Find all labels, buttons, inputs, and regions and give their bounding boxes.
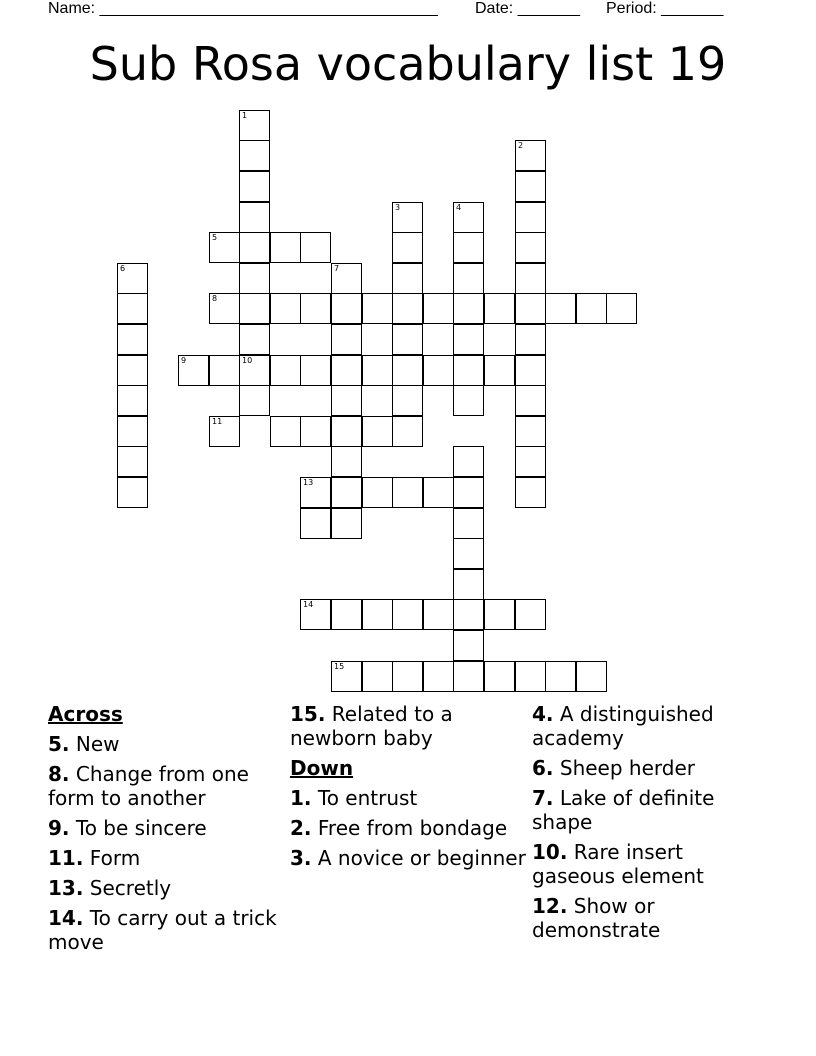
grid-cell[interactable] xyxy=(515,416,546,447)
grid-cell[interactable] xyxy=(331,385,362,416)
clue-across-5: 5. New xyxy=(48,732,120,756)
page-title: Sub Rosa vocabulary list 19 xyxy=(89,37,727,91)
grid-cell[interactable] xyxy=(331,508,362,539)
grid-cell[interactable] xyxy=(239,232,270,263)
grid-cell[interactable] xyxy=(606,293,637,324)
grid-cell[interactable] xyxy=(392,232,423,263)
grid-cell[interactable] xyxy=(117,446,148,477)
grid-cell[interactable] xyxy=(423,661,454,692)
grid-cell[interactable] xyxy=(239,385,270,416)
grid-cell[interactable] xyxy=(515,324,546,355)
clue-number: 3 xyxy=(395,203,401,212)
grid-cell[interactable] xyxy=(453,599,484,630)
grid-cell[interactable] xyxy=(331,477,362,508)
grid-cell[interactable] xyxy=(300,232,331,263)
clue-across-9: 9. To be sincere xyxy=(48,816,207,840)
clue-across-15: 15. Related to a newborn baby xyxy=(290,702,453,750)
grid-cell[interactable] xyxy=(453,477,484,508)
grid-cell[interactable] xyxy=(362,661,393,692)
clue-across-14: 14. To carry out a trick move xyxy=(48,906,277,954)
grid-cell[interactable] xyxy=(209,293,240,324)
grid-cell[interactable] xyxy=(209,416,240,447)
clues-column-3 xyxy=(532,702,768,948)
grid-cell[interactable] xyxy=(239,140,270,171)
clue-number: 11 xyxy=(212,417,223,426)
grid-cell[interactable] xyxy=(484,599,515,630)
grid-cell[interactable] xyxy=(515,293,546,324)
grid-cell[interactable] xyxy=(515,140,546,171)
grid-cell[interactable] xyxy=(545,661,576,692)
grid-cell[interactable] xyxy=(362,477,393,508)
grid-cell[interactable] xyxy=(576,293,607,324)
grid-cell[interactable] xyxy=(515,202,546,233)
grid-cell[interactable] xyxy=(300,293,331,324)
grid-cell[interactable] xyxy=(331,599,362,630)
clue-across-11: 11. Form xyxy=(48,846,141,870)
down-heading: Down xyxy=(290,756,354,780)
grid-cell[interactable] xyxy=(392,477,423,508)
across-heading: Across xyxy=(48,702,123,726)
grid-cell[interactable] xyxy=(331,355,362,386)
grid-cell[interactable] xyxy=(239,171,270,202)
grid-cell[interactable] xyxy=(515,385,546,416)
grid-cell[interactable] xyxy=(423,599,454,630)
grid-cell[interactable] xyxy=(453,508,484,539)
clue-down-3: 3. A novice or beginner xyxy=(290,846,526,870)
grid-cell[interactable] xyxy=(117,355,148,386)
grid-cell[interactable] xyxy=(392,385,423,416)
clue-across-13: 13. Secretly xyxy=(48,876,172,900)
clue-down-4: 4. A distinguished academy xyxy=(532,702,714,750)
period-field-label: Period: _______ xyxy=(606,0,724,17)
grid-cell[interactable] xyxy=(117,324,148,355)
grid-cell[interactable] xyxy=(453,324,484,355)
grid-cell[interactable] xyxy=(484,355,515,386)
grid-cell[interactable] xyxy=(331,293,362,324)
grid-cell[interactable] xyxy=(423,355,454,386)
grid-cell[interactable] xyxy=(331,416,362,447)
grid-cell[interactable] xyxy=(453,569,484,600)
grid-cell[interactable] xyxy=(392,355,423,386)
clue-across-8: 8. Change from one form to another xyxy=(48,762,249,810)
grid-cell[interactable] xyxy=(515,477,546,508)
grid-cell[interactable] xyxy=(239,355,270,386)
grid-cell[interactable] xyxy=(117,416,148,447)
clue-down-10: 10. Rare insert gaseous element xyxy=(532,840,704,888)
grid-cell[interactable] xyxy=(453,202,484,233)
grid-cell[interactable] xyxy=(515,355,546,386)
grid-cell[interactable] xyxy=(453,293,484,324)
grid-cell[interactable] xyxy=(453,263,484,294)
clue-number: 15 xyxy=(334,662,345,671)
grid-cell[interactable] xyxy=(300,477,331,508)
grid-cell[interactable] xyxy=(515,263,546,294)
grid-cell[interactable] xyxy=(484,661,515,692)
grid-cell[interactable] xyxy=(453,538,484,569)
grid-cell[interactable] xyxy=(300,355,331,386)
grid-cell[interactable] xyxy=(362,293,393,324)
grid-cell[interactable] xyxy=(392,263,423,294)
clue-number: 1 xyxy=(242,111,248,120)
clues-column-2 xyxy=(290,702,526,876)
date-field-label: Date: _______ xyxy=(475,0,580,17)
grid-cell[interactable] xyxy=(239,263,270,294)
grid-cell[interactable] xyxy=(270,232,301,263)
grid-cell[interactable] xyxy=(178,355,209,386)
grid-cell[interactable] xyxy=(362,355,393,386)
clue-number: 7 xyxy=(334,264,340,273)
grid-cell[interactable] xyxy=(117,293,148,324)
grid-cell[interactable] xyxy=(515,661,546,692)
clue-down-7: 7. Lake of definite shape xyxy=(532,786,715,834)
grid-cell[interactable] xyxy=(239,202,270,233)
grid-cell[interactable] xyxy=(392,202,423,233)
grid-cell[interactable] xyxy=(515,171,546,202)
grid-cell[interactable] xyxy=(423,293,454,324)
grid-cell[interactable] xyxy=(117,477,148,508)
grid-cell[interactable] xyxy=(515,446,546,477)
clue-number: 13 xyxy=(303,478,314,487)
clue-down-6: 6. Sheep herder xyxy=(532,756,695,780)
grid-cell[interactable] xyxy=(576,661,607,692)
clue-down-2: 2. Free from bondage xyxy=(290,816,508,840)
grid-cell[interactable] xyxy=(453,385,484,416)
grid-cell[interactable] xyxy=(331,446,362,477)
clue-number: 9 xyxy=(181,356,187,365)
grid-cell[interactable] xyxy=(270,293,301,324)
grid-cell[interactable] xyxy=(209,232,240,263)
grid-cell[interactable] xyxy=(239,293,270,324)
grid-cell[interactable] xyxy=(239,324,270,355)
grid-cell[interactable] xyxy=(453,630,484,661)
name-field-label: Name: ______________________________________ xyxy=(48,0,438,17)
clue-number: 10 xyxy=(242,356,253,365)
grid-cell[interactable] xyxy=(515,599,546,630)
clue-number: 5 xyxy=(212,233,218,242)
grid-cell[interactable] xyxy=(331,263,362,294)
grid-cell[interactable] xyxy=(117,385,148,416)
grid-cell[interactable] xyxy=(453,232,484,263)
grid-cell[interactable] xyxy=(300,416,331,447)
clue-number: 2 xyxy=(518,141,524,150)
grid-cell[interactable] xyxy=(392,661,423,692)
grid-cell[interactable] xyxy=(392,416,423,447)
grid-cell[interactable] xyxy=(453,355,484,386)
grid-cell[interactable] xyxy=(453,661,484,692)
grid-cell[interactable] xyxy=(392,293,423,324)
grid-cell[interactable] xyxy=(331,661,362,692)
clue-number: 6 xyxy=(120,264,126,273)
clues-column-1 xyxy=(48,702,284,960)
grid-cell[interactable] xyxy=(362,599,393,630)
clue-down-1: 1. To entrust xyxy=(290,786,418,810)
grid-cell[interactable] xyxy=(484,293,515,324)
grid-cell[interactable] xyxy=(300,599,331,630)
grid-cell[interactable] xyxy=(300,508,331,539)
grid-cell[interactable] xyxy=(270,416,301,447)
grid-cell[interactable] xyxy=(331,324,362,355)
grid-cell[interactable] xyxy=(239,110,270,141)
grid-cell[interactable] xyxy=(270,355,301,386)
grid-cell[interactable] xyxy=(209,355,240,386)
grid-cell[interactable] xyxy=(515,232,546,263)
clue-number: 14 xyxy=(303,600,314,609)
grid-cell[interactable] xyxy=(362,416,393,447)
clue-number: 8 xyxy=(212,294,218,303)
grid-cell[interactable] xyxy=(117,263,148,294)
grid-cell[interactable] xyxy=(392,324,423,355)
grid-cell[interactable] xyxy=(392,599,423,630)
clue-down-12: 12. Show or demonstrate xyxy=(532,894,661,942)
grid-cell[interactable] xyxy=(545,293,576,324)
grid-cell[interactable] xyxy=(423,477,454,508)
grid-cell[interactable] xyxy=(453,446,484,477)
clue-number: 4 xyxy=(456,203,462,212)
